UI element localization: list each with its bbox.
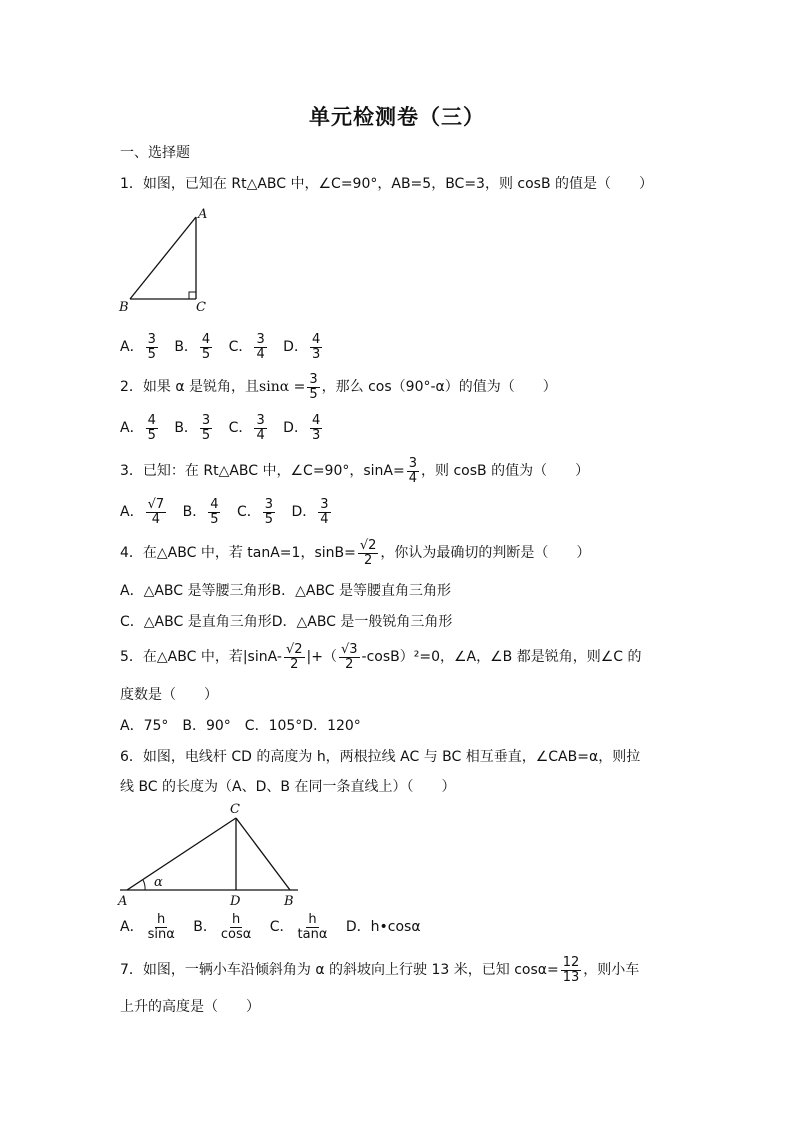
q6-label-c: C (230, 802, 240, 817)
q6-label-a: A (118, 894, 128, 909)
page-title: 单元检测卷（三） (309, 104, 485, 129)
q6-option-d: D．h•cosα (345, 919, 421, 935)
q2-option-b: B． $\frac{3}{5}$ (174, 412, 211, 443)
q1-option-d: D． $\frac{4}{3}$ (283, 331, 321, 362)
q2-option-c: C． $\frac{3}{4}$ (228, 412, 265, 443)
q3-option-c: C． $\frac{3}{5}$ (236, 496, 273, 527)
question-7: 7．如图，一辆小车沿倾斜角为 α 的斜坡向上行驶 13 米，已知 cosα= $\frac{12}{13}$ ，则小车 (120, 954, 640, 985)
q6-option-a: A． $\frac{h}{\sin\alpha}$ (120, 911, 175, 942)
question-1: 1．如图，已知在 Rt△ABC 中，∠C=90°，AB=5，BC=3，则 cosB 的值是（ ） (120, 176, 654, 192)
question-3: 3．已知：在 Rt△ABC 中，∠C=90°，sinA= $\frac{3}{4}$ ，则 cosB 的值为（ ） (120, 455, 590, 486)
q6-option-b: B． $\frac{h}{\cos\alpha}$ (193, 911, 252, 942)
q2-options (120, 413, 334, 443)
q4-options-line-1: A．△ABC 是等腰三角形B．△ABC 是等腰直角三角形 (120, 583, 452, 599)
q6-options (120, 912, 431, 942)
q3-option-a: A． $\frac{√7}{4}$ (120, 496, 165, 527)
q6-label-d: D (230, 894, 241, 909)
q6-line-2: 线 BC 的长度为（A、D、B 在同一条直线上）（ ） (120, 779, 456, 795)
q2-option-a: A． $\frac{4}{5}$ (120, 412, 156, 443)
q5-options: A．75° B．90° C．105°D．120° (120, 718, 361, 734)
q3-options (120, 497, 343, 527)
q1-label-a: A (198, 207, 208, 222)
q4-options-line-2: C．△ABC 是直角三角形D．△ABC 是一般锐角三角形 (120, 614, 453, 630)
q7-line-2: 上升的高度是（ ） (120, 999, 260, 1015)
q6-label-b: B (284, 894, 294, 909)
q6-pole-figure (112, 797, 312, 909)
q6-option-c: C． $\frac{h}{\tan\alpha}$ (269, 911, 328, 942)
q3-option-d: D． $\frac{3}{4}$ (291, 496, 329, 527)
question-5: 5．在△ABC 中，若|sinA- $\frac{√2}{2}$ |+（ $\frac{√3}{2}$ -cosB）²=0，∠A，∠B 都是锐角，则∠C 的 (120, 641, 642, 672)
q1-option-c: C． $\frac{3}{4}$ (228, 331, 265, 362)
q1-label-b: B (119, 300, 129, 315)
q5-line-2: 度数是（ ） (120, 687, 218, 703)
section-heading: 一、选择题 (120, 145, 190, 161)
q3-option-b: B． $\frac{4}{5}$ (182, 496, 219, 527)
q2-option-d: D． $\frac{4}{3}$ (283, 412, 321, 443)
q6-label-alpha: α (154, 875, 163, 890)
q1-label-c: C (196, 300, 206, 315)
q1-option-a: A． $\frac{3}{5}$ (120, 331, 156, 362)
question-6: 6．如图，电线杆 CD 的高度为 h，两根拉线 AC 与 BC 相互垂直，∠CAB=α，则拉 (120, 749, 641, 765)
question-4: 4．在△ABC 中，若 tanA=1，sinB= $\frac{√2}{2}$ ，你认为最确切的判断是（ ） (120, 537, 591, 568)
q1-option-b: B． $\frac{4}{5}$ (174, 331, 211, 362)
q1-options (120, 332, 334, 362)
question-2: 2．如果 α 是锐角，且sinα = $\frac{3}{5}$ ，那么 cos（90°-α）的值为（ ） (120, 371, 557, 402)
q1-triangle-figure (110, 205, 220, 315)
